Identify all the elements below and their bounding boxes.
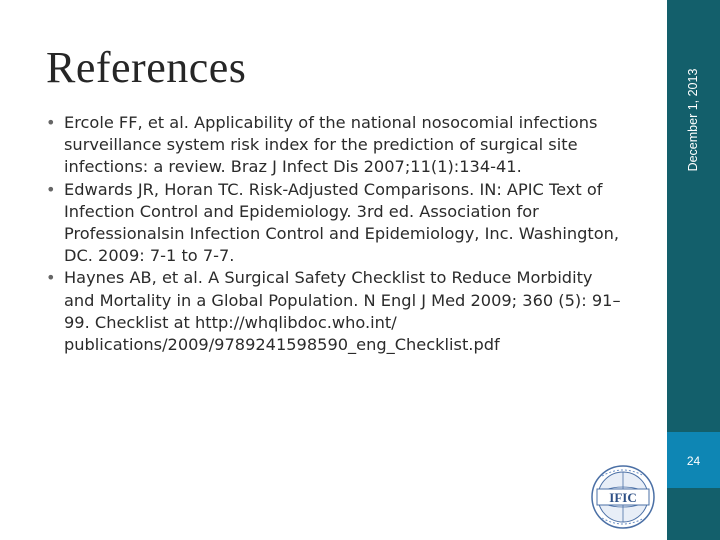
reference-item — [46, 112, 626, 179]
ific-logo-icon — [588, 462, 658, 532]
slide-title: References — [46, 43, 247, 92]
bullet-icon: • — [46, 179, 56, 199]
reference-list — [46, 112, 626, 356]
page-number: 24 — [686, 454, 701, 468]
reference-item — [46, 179, 626, 268]
page-number-box — [667, 432, 720, 488]
sidebar-date-area — [667, 0, 720, 432]
reference-item — [46, 267, 626, 356]
reference-text: Ercole FF, et al. Applicability of the national nosocomial infections surveillance system risk index for the prediction of surgical site infections: a review. Braz J Infect Dis 2007;11(1):134-41. — [64, 113, 598, 177]
bullet-icon: • — [46, 113, 56, 132]
reference-text: Edwards JR, Horan TC. Risk-Adjusted Comparisons. IN: APIC Text of Infection Control and Epidemiology. 3rd ed. Association for Professionalsin Infection Control and Epidemiology, Inc. Washington, DC. 2009: 7-1 to 7-7. — [64, 179, 620, 266]
reference-text: Haynes AB, et al. A Surgical Safety Checklist to Reduce Morbidity and Mortality in a Global Population. N Engl J Med 2009; 360 (5): 91–99. Checklist at http://whqlibdoc.who.int/ publications/2009/9789241598590_eng_Checklist.pdf — [64, 268, 621, 355]
logo-text: IFIC — [609, 490, 637, 505]
bullet-icon: • — [46, 268, 56, 288]
date-label: December 1, 2013 — [686, 68, 700, 172]
